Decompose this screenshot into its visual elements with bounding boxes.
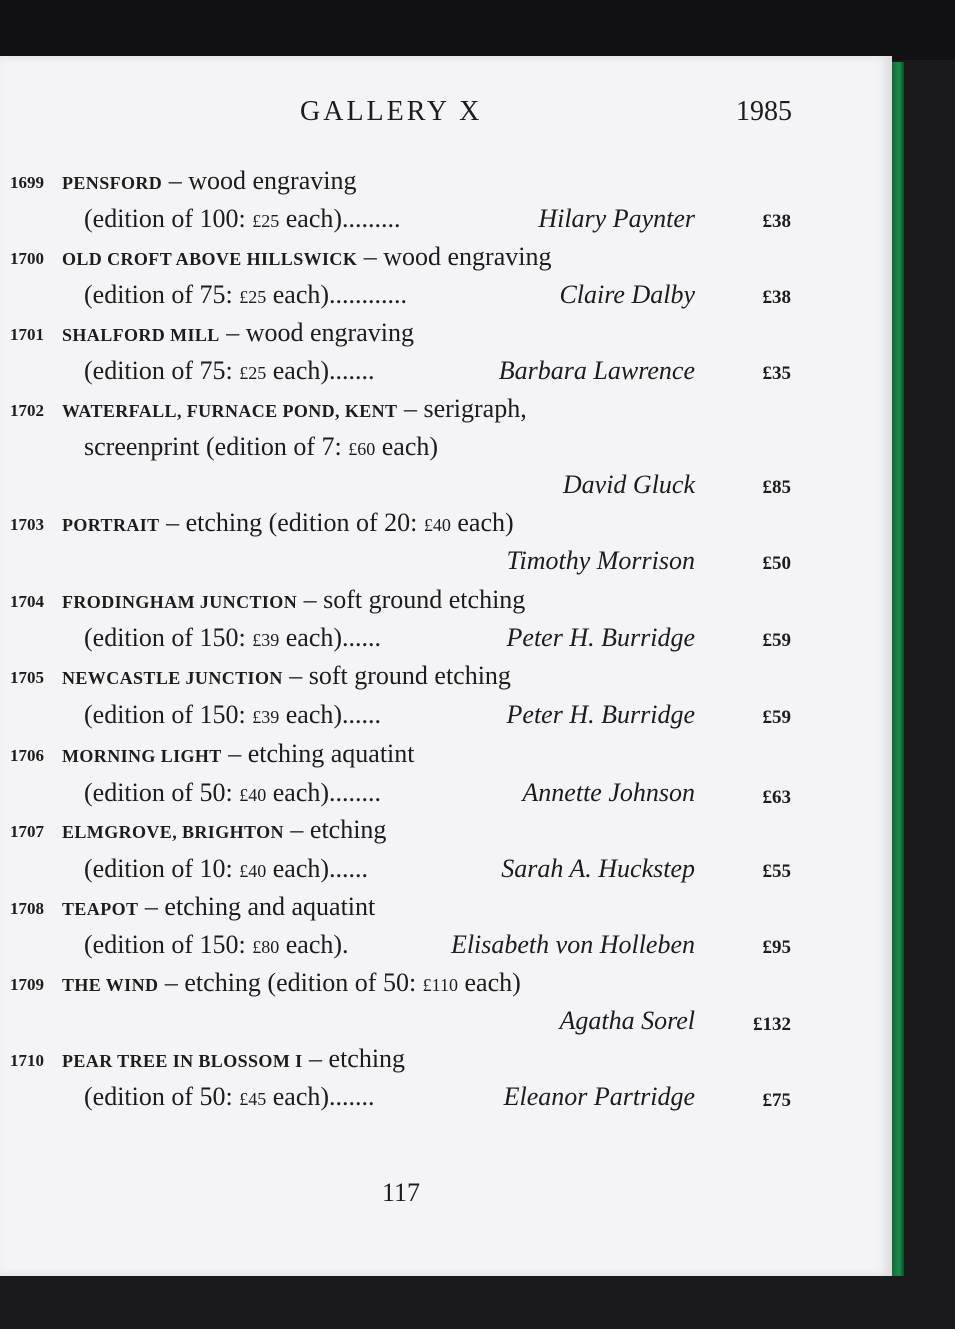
edition-text: (edition of 150: [84,700,253,729]
catalogue-number: 1705 [10,668,44,687]
edition-price: £25 [252,211,280,231]
artist-name: Elisabeth von Holleben [450,930,695,959]
edition-text-end: each) [266,1082,330,1111]
edition-text: (edition of 150: [84,930,253,959]
artist-name: Barbara Lawrence [498,356,695,385]
sale-price: £35 [762,363,791,384]
entry-title-line [62,661,511,691]
entry-edition-line [84,700,381,730]
edition-text: (edition of 75: [84,356,240,385]
sale-price: £63 [762,787,791,808]
edition-text: (edition of 50: [84,778,240,807]
catalogue-number: 1709 [10,975,44,994]
edition-price: £40 [239,861,267,881]
work-medium: – etching [302,1044,406,1073]
entry-title-line [62,242,551,272]
dot-leader: ...... [342,623,382,652]
work-medium: – serigraph, [397,394,527,423]
dot-leader: ....... [329,356,375,385]
edition-text: (edition of 150: [84,623,253,652]
artist-name: Timothy Morrison [506,546,695,575]
edition-price: £60 [348,439,376,459]
work-medium: – etching aquatint [221,739,415,768]
dot-leader: ....... [329,1082,375,1111]
work-medium: – soft ground etching [282,661,511,690]
work-title: MORNING LIGHT [62,746,222,766]
work-title: PEAR TREE IN BLOSSOM I [62,1051,303,1071]
edition-text-end: each) [279,930,343,959]
edition-price: £25 [239,287,267,307]
edition-price: £45 [239,1089,267,1109]
dot-leader: ............ [329,280,408,309]
catalogue-number: 1703 [10,515,44,534]
edition-text-end: each) [266,280,330,309]
sale-price: £95 [762,937,791,958]
work-medium: – etching [283,815,387,844]
entry-title-line [62,892,375,922]
sale-price: £85 [762,477,791,498]
entry-title-line [62,318,414,348]
dot-leader: ...... [329,854,369,883]
work-medium: – wood engraving [357,242,552,271]
entry-edition-line [84,1082,375,1112]
artist-name: Sarah A. Huckstep [501,854,695,883]
work-title: TEAPOT [62,899,139,919]
catalogue-number: 1704 [10,592,44,611]
catalogue-number: 1710 [10,1051,44,1070]
work-title: OLD CROFT ABOVE HILLSWICK [62,249,358,269]
catalogue-number: 1700 [10,249,44,268]
catalogue-number: 1701 [10,325,44,344]
entry-edition-line [84,356,375,386]
entry-edition-line [84,280,407,310]
entry-edition-line [84,854,368,884]
edition-price: £40 [239,785,267,805]
edition-text-end: each) [266,356,330,385]
edition-text-end: each) [279,700,343,729]
artist-name: Hilary Paynter [538,204,695,233]
work-medium: – soft ground etching [297,585,526,614]
catalogue-number: 1708 [10,899,44,918]
artist-name: Agatha Sorel [559,1006,695,1035]
dot-leader: ...... [342,700,382,729]
work-title: FRODINGHAM JUNCTION [62,592,298,612]
work-medium: – etching (edition of 50: [158,968,423,997]
edition-text-end: each) [450,508,514,537]
dark-backdrop [0,0,955,60]
edition-text-end: each) [279,204,343,233]
book-cover-edge [892,62,904,1276]
artist-name: Claire Dalby [559,280,695,309]
work-title: NEWCASTLE JUNCTION [62,668,283,688]
dot-leader: ........ [329,778,382,807]
entry-title-line [62,508,514,538]
sale-price: £50 [762,553,791,574]
catalogue-number: 1707 [10,822,44,841]
edition-text: (edition of 75: [84,280,240,309]
edition-text-end: each) [279,623,343,652]
edition-price: £39 [252,707,280,727]
edition-text-end: each) [266,778,330,807]
catalogue-number: 1699 [10,173,44,192]
work-title: THE WIND [62,975,159,995]
entry-title-line [62,394,527,424]
edition-text-end: each) [375,432,439,461]
sale-price: £38 [762,211,791,232]
edition-text: screenprint (edition of 7: [84,432,349,461]
entry-edition-line [84,778,381,808]
entry-title-line [62,815,386,845]
sale-price: £59 [762,630,791,651]
entry-edition-line [84,204,401,234]
edition-text: (edition of 10: [84,854,240,883]
work-medium: – wood engraving [162,166,357,195]
edition-text-end: each) [458,968,521,997]
edition-price: £80 [252,937,280,957]
edition-text: (edition of 100: [84,204,253,233]
edition-price: £40 [423,515,451,535]
page-header-title: GALLERY X [300,96,483,127]
edition-price: £39 [252,630,280,650]
artist-name: Eleanor Partridge [503,1082,695,1111]
entry-title-line [62,968,521,998]
work-medium: – wood engraving [219,318,414,347]
entry-edition-line [84,930,349,960]
work-title: ELMGROVE, BRIGHTON [62,822,284,842]
artist-name: Peter H. Burridge [506,623,695,652]
work-title: PENSFORD [62,173,163,193]
entry-edition-line [84,623,381,653]
page-number: 117 [382,1178,421,1207]
work-medium: – etching (edition of 20: [159,508,424,537]
entry-title-line [62,1044,405,1074]
sale-price: £55 [762,861,791,882]
page-header-year: 1985 [736,96,792,127]
edition-price: £25 [239,363,267,383]
work-title: WATERFALL, FURNACE POND, KENT [62,401,398,421]
work-title: SHALFORD MILL [62,325,220,345]
edition-text-end: each) [266,854,330,883]
artist-name: Peter H. Burridge [506,700,695,729]
edition-price: £110 [422,975,459,995]
dot-leader: ......... [342,204,401,233]
edition-text: (edition of 50: [84,1082,240,1111]
entry-title-line [62,585,525,615]
artist-name: David Gluck [562,470,695,499]
sale-price: £132 [753,1014,791,1035]
entry-title-line [62,739,415,769]
work-medium: – etching and aquatint [138,892,376,921]
artist-name: Annette Johnson [522,778,695,807]
sale-price: £59 [762,707,791,728]
work-title: PORTRAIT [62,515,160,535]
catalogue-number: 1702 [10,401,44,420]
sale-price: £75 [762,1090,791,1111]
sale-price: £38 [762,287,791,308]
entry-edition-line [84,432,438,462]
dot-leader: . [342,930,349,959]
catalogue-number: 1706 [10,746,44,765]
entry-title-line [62,166,356,196]
